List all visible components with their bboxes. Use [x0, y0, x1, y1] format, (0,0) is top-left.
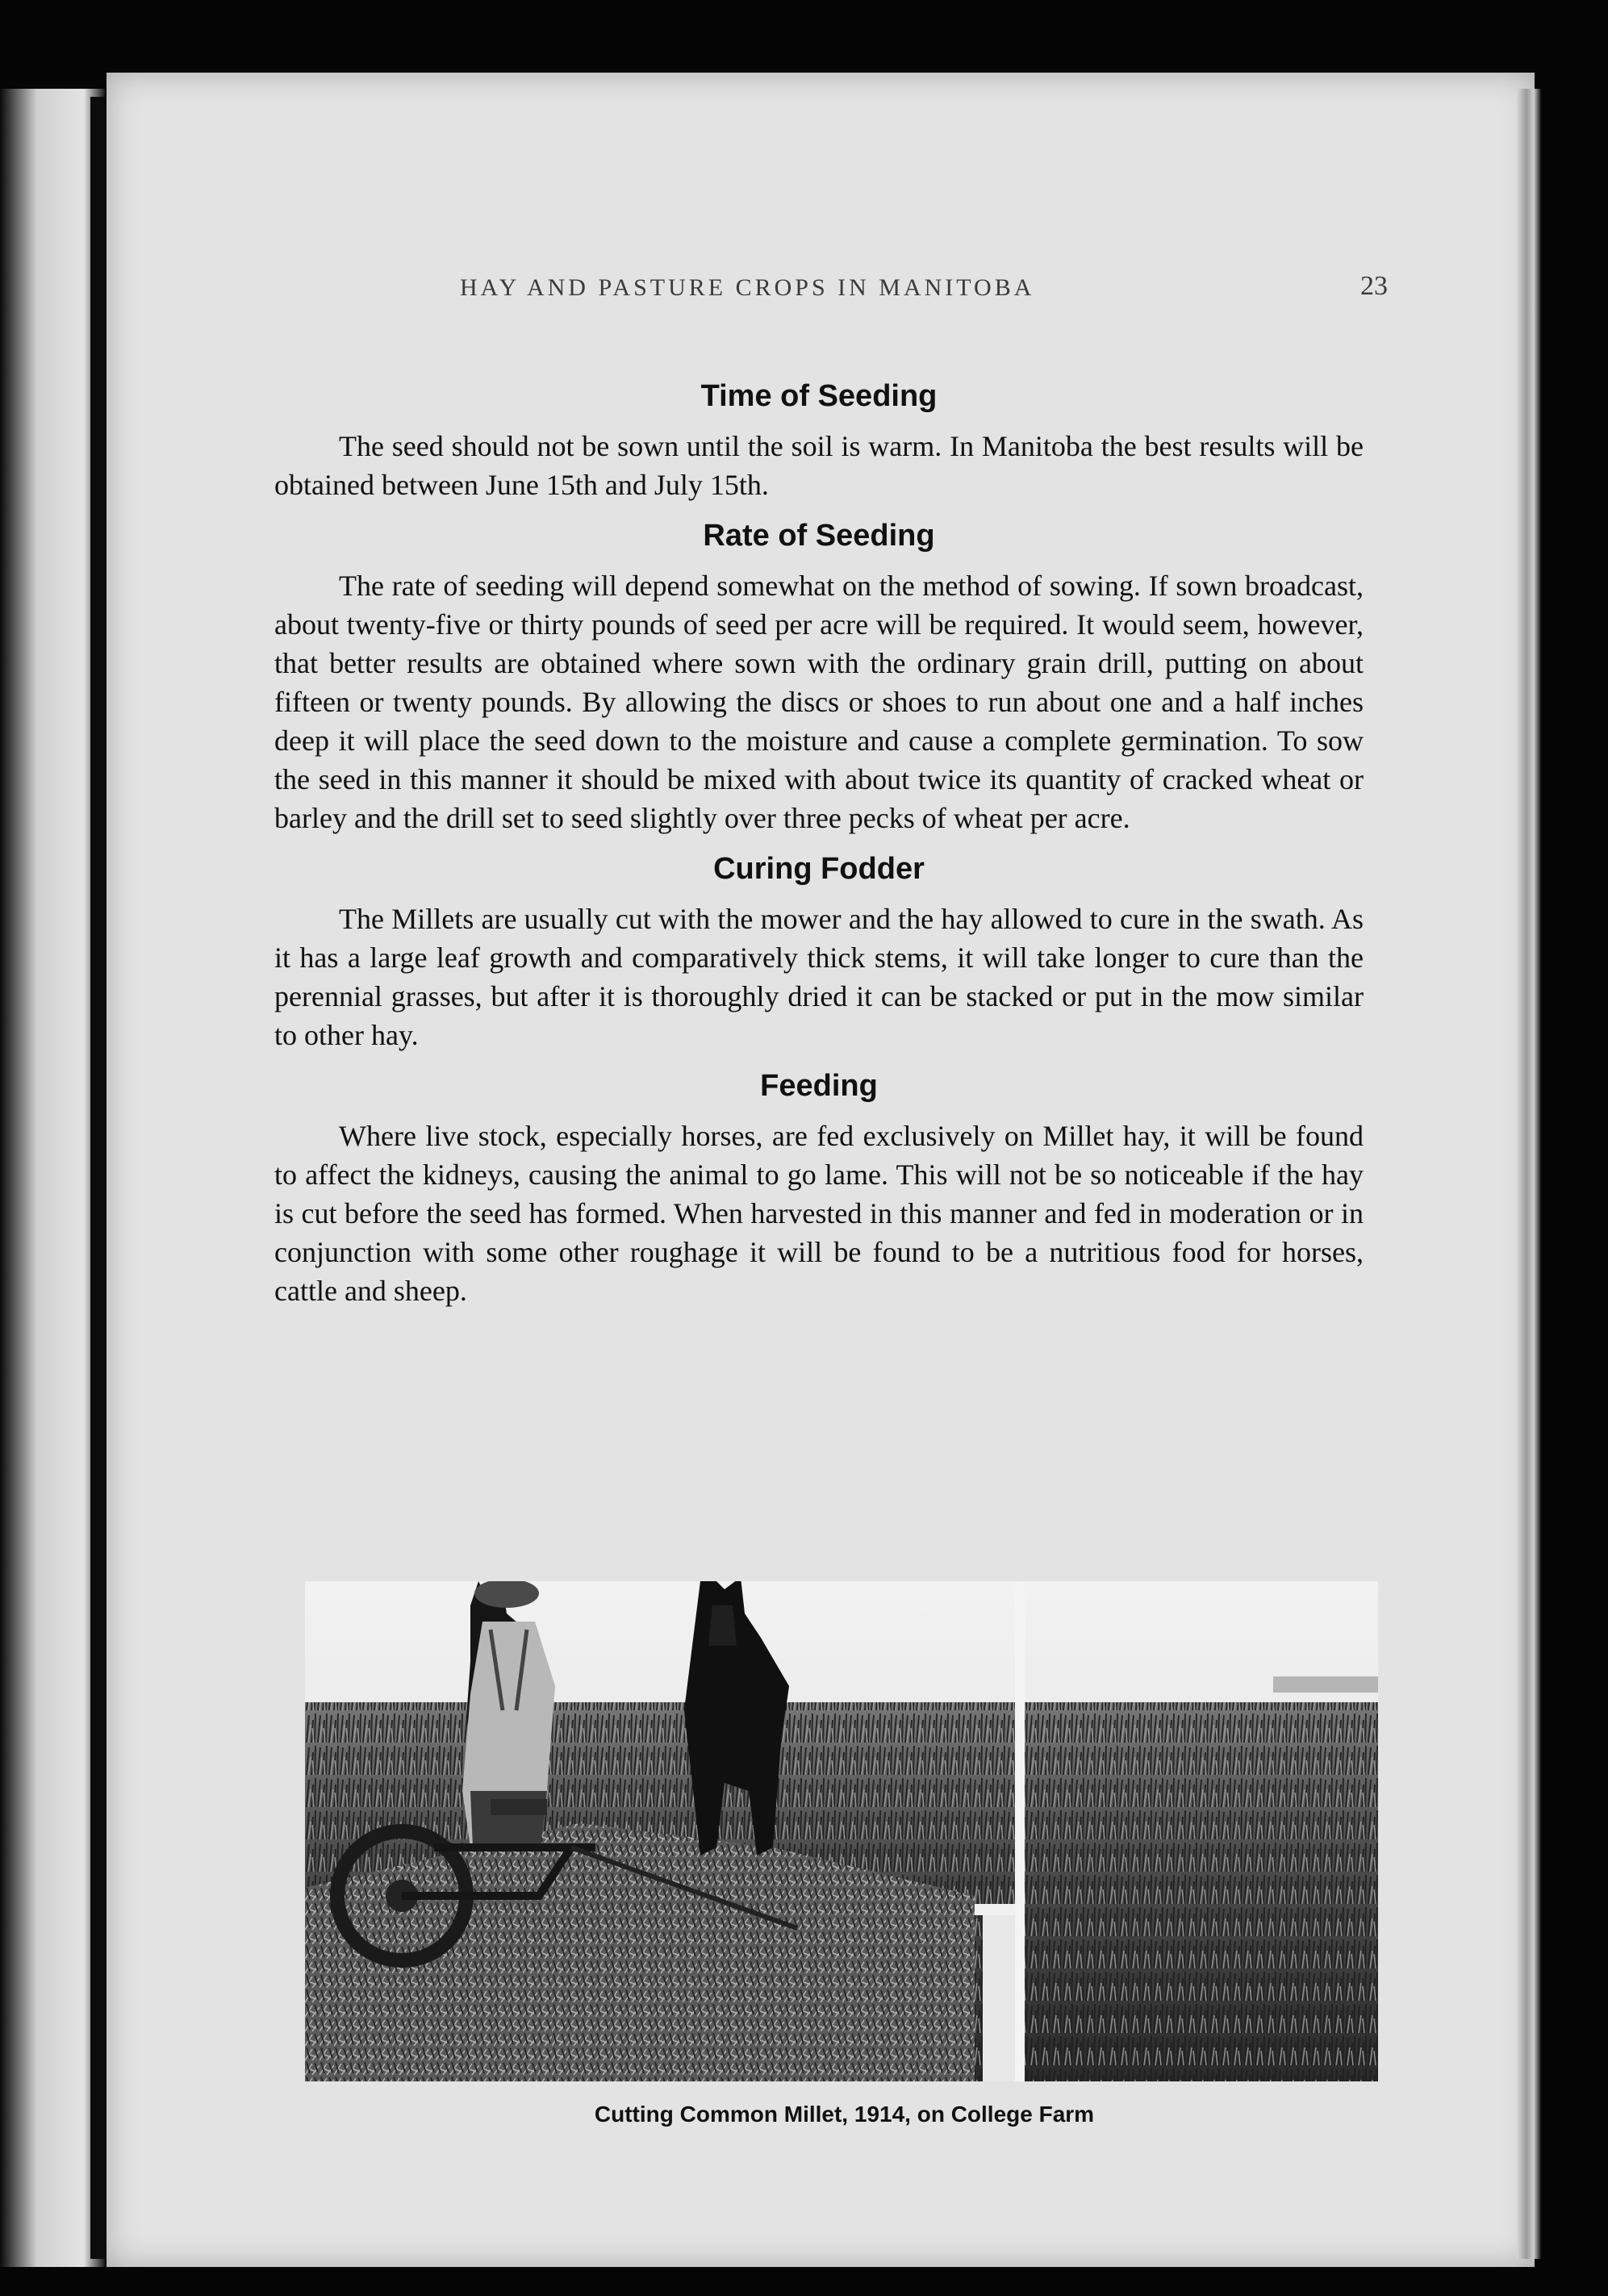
photograph — [305, 1581, 1378, 2081]
section-heading: Rate of Seeding — [703, 519, 935, 553]
section-heading: Time of Seeding — [700, 379, 938, 413]
page-edge — [1517, 89, 1541, 2259]
section-heading: Curing Fodder — [713, 852, 925, 886]
section-time-of-seeding — [274, 379, 1364, 504]
millet-field-photo — [305, 1581, 1378, 2081]
page-header — [355, 266, 1388, 315]
section-curing-fodder — [274, 852, 1364, 1054]
book-spine — [90, 97, 107, 2259]
section-feeding — [274, 1069, 1364, 1310]
page-number: 23 — [1360, 271, 1388, 301]
running-head: HAY AND PASTURE CROPS IN MANITOBA — [460, 274, 1035, 301]
section-heading: Feeding — [760, 1069, 878, 1103]
section-rate-of-seeding — [274, 519, 1364, 837]
distant-buildings — [1273, 1676, 1378, 1693]
section-paragraph: The seed should not be sown until the soil is warm. In Manitoba the best results will be obtained between June 15th and July 15th. — [274, 430, 1364, 501]
section-paragraph: Where live stock, especially horses, are fed exclusively on Millet hay, it will be found to affect the kidneys, causing the animal to go lame. This will not be so noticeable if the hay is cut before the seed has formed. When harvested in this manner and fed in moderation or in conjunction with some other roughage it will be found to be a nutritious food for horses, cattle and sheep. — [274, 1120, 1364, 1307]
marker-stake — [983, 1912, 1015, 2081]
facing-page-edge — [0, 89, 105, 2267]
photo-split-line — [1015, 1581, 1025, 2081]
figure-caption: Cutting Common Millet, 1914, on College Farm — [594, 2102, 1095, 2127]
section-paragraph: The rate of seeding will depend somewhat on the method of sowing. If sown broadcast, about twenty-five or thirty pounds of seed per acre will be required. It would seem, however, that better results are obtained where sown with the ordinary grain drill, putting on about fifteen or twenty pounds. By allowing the discs or shoes to run about one and a half inches deep it will place the seed down to the moisture and cause a complete germination. To sow the seed in this manner it should be mixed with about twice its quantity of cracked wheat or barley and the drill set to seed slightly over three pecks of wheat per acre. — [274, 570, 1364, 834]
section-paragraph: The Millets are usually cut with the mower and the hay allowed to cure in the swath. As it has a large leaf growth and comparatively thick stems, it will take longer to cure than the perennial grasses, but after it is thoroughly dried it can be stacked or put in the mow similar to other hay. — [274, 903, 1364, 1051]
page-content — [274, 379, 1364, 1325]
